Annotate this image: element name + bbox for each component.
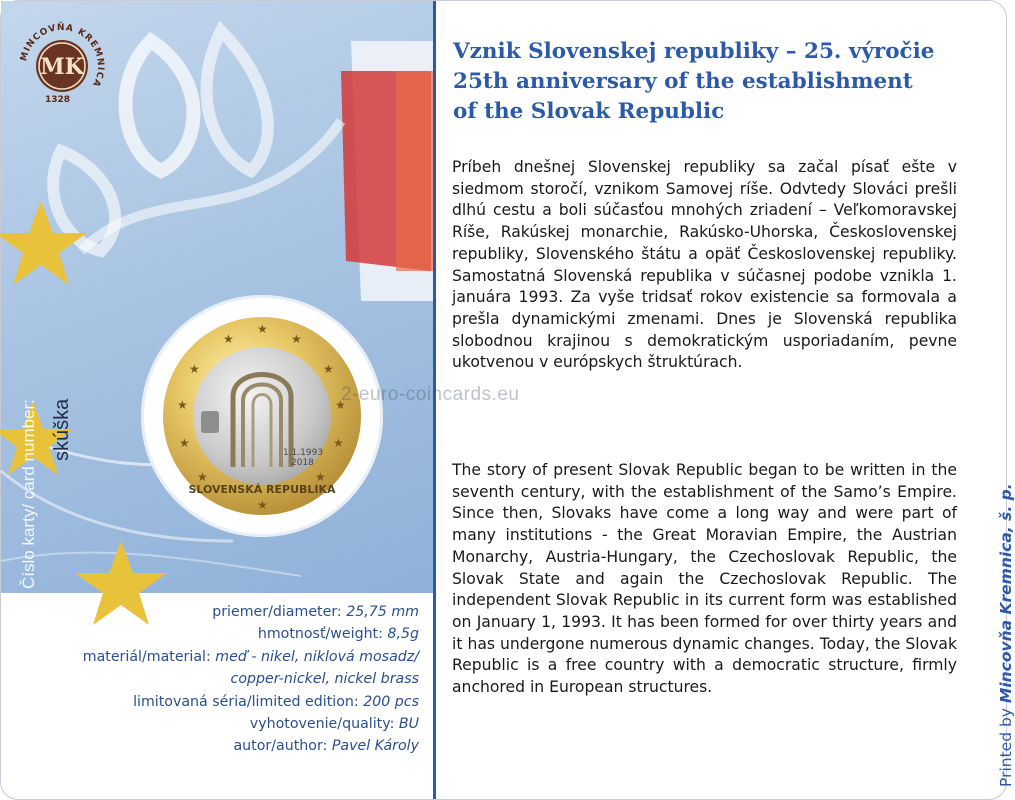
printed-by-prefix: Printed by	[997, 703, 1015, 787]
spec-row	[1, 668, 419, 690]
coin-image	[163, 317, 361, 515]
spec-value: 25,75 mm	[346, 604, 419, 620]
spec-label: limitovaná séria/limited edition:	[133, 693, 364, 710]
svg-text:★: ★	[223, 332, 234, 346]
spec-value: meď - nikel, niklová mosadz/	[215, 648, 419, 665]
printer-name: Mincovňa Kremnica, š. p.	[997, 483, 1015, 704]
card-title	[453, 37, 973, 127]
spec-value: 8,5g	[387, 626, 419, 643]
spec-label: materiál/material:	[82, 648, 216, 665]
description-english: The story of present Slovak Republic began to be written in the seventh century, with the establishment of the Samo’s Empire. Since then, Slovaks have come a long way and were part of many institutions - the Great Moravian Empire, the Austrian Monarchy, Austria-Hungary, the Czechoslovak Republic, the Slovak State and again the Czechoslovak Republic. The independent Slovak Republic in its current form was established on January 1, 1993. It has been formed for over thirty years and it has undergone numerous dynamic changes. Today, the Slovak Republic is a free country with a democratic structure, firmly anchored in European structures.	[452, 461, 957, 697]
printed-by	[997, 483, 1015, 787]
svg-text:★: ★	[291, 332, 302, 346]
coin-year: 2018	[291, 458, 314, 468]
svg-text:★: ★	[177, 398, 188, 412]
svg-text:★: ★	[197, 470, 208, 484]
svg-text:★: ★	[189, 362, 200, 376]
spec-value: 200 pcs	[363, 693, 419, 710]
spec-label: autor/author:	[233, 738, 332, 755]
svg-text:★: ★	[257, 322, 268, 336]
spec-row	[1, 713, 419, 735]
title-line-en-2: of the Slovak Republic	[453, 99, 725, 124]
spec-row	[1, 735, 419, 757]
coin-date: 1.1.1993	[283, 448, 324, 458]
card-number-label: Číslo karty/ card number:	[19, 399, 38, 589]
svg-text:★: ★	[323, 362, 334, 376]
mint-ring-text: MINCOVŇA KREMNICA	[19, 22, 106, 89]
coin-relief	[163, 317, 361, 515]
spec-label: priemer/diameter:	[212, 604, 347, 620]
card-number-value: skúška	[51, 398, 73, 461]
title-line-sk: Vznik Slovenskej republiky – 25. výročie	[453, 39, 935, 64]
svg-text:★: ★	[179, 436, 190, 450]
spec-value: copper-nickel, nickel brass	[230, 671, 419, 688]
coin-specifications	[1, 601, 419, 758]
spec-value: Pavel Károly	[331, 738, 419, 755]
title-line-en-1: 25th anniversary of the establishment	[453, 69, 913, 94]
svg-text:★: ★	[335, 398, 346, 412]
watermark: 2-euro-coincards.eu	[341, 384, 520, 405]
svg-text:★: ★	[315, 470, 326, 484]
spec-row	[1, 601, 419, 623]
mint-monogram: MK	[40, 54, 84, 80]
mint-year: 1328	[45, 95, 71, 105]
spec-row	[1, 623, 419, 645]
decorative-artwork	[1, 1, 433, 593]
coin-window	[141, 295, 383, 537]
coin-country: SLOVENSKÁ REPUBLIKA	[188, 483, 336, 496]
svg-text:★: ★	[257, 498, 268, 512]
spec-row	[1, 646, 419, 668]
svg-text:★: ★	[333, 436, 344, 450]
description-slovak: Príbeh dnešnej Slovenskej republiky sa začal písať ešte v siedmom storočí, vznikom Samovej ríše. Odvtedy Slováci prešli dlhú cestu a boli súčasťou mnohých zriadení – Veľkomoravskej Ríše, Rakúskej monarchie, Rakúsko-Uhorska, Československej republiky, Slovenského štátu a opäť Československej republiky. Samostatná Slovenská republika v súčasnej podobe vznikla 1. januára 1993. Za vyše tridsať rokov existencie sa formovala a prešla dynamickými zmenami. Dnes je Slovenská republika slobodnou krajinou s demokratickým usporiadaním, pevne ukotvenou v európskych štruktúrach.	[452, 158, 957, 372]
spec-label: vyhotovenie/quality:	[249, 716, 399, 733]
spec-label: hmotnosť/weight:	[257, 626, 388, 643]
spec-value: BU	[398, 716, 419, 733]
spec-row	[1, 691, 419, 713]
